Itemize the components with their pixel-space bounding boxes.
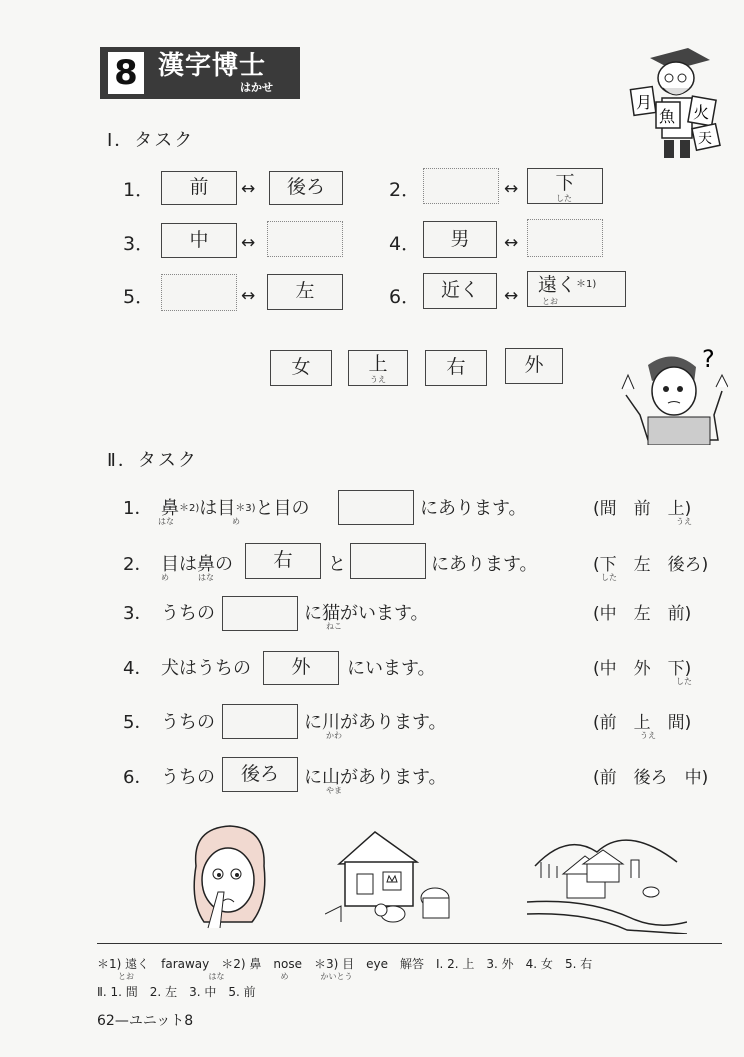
woman-face-illustration [182, 822, 274, 934]
task1-box-right-4[interactable] [527, 219, 603, 257]
svg-text:魚: 魚 [659, 107, 676, 126]
task2-num-2: 2． [123, 554, 153, 575]
ruby-ue: うえ [676, 517, 692, 526]
task2-num-6: 6． [123, 767, 153, 788]
choice-migi[interactable]: 右 [425, 350, 487, 386]
ruby-yama: やま [326, 786, 342, 795]
task2-1-options: (間 前 上) [593, 499, 692, 519]
task1-num-2: 2． [389, 179, 421, 201]
lesson-title: 漢字博士 [158, 51, 267, 81]
ruby-shita: した [676, 677, 692, 686]
ruby-too: とお [542, 297, 558, 306]
task1-box-left-1: 前 [161, 171, 237, 205]
task1-box-right-6: 遠く$^{*1)}$ [527, 271, 626, 307]
arrow-icon: ↔ [241, 233, 256, 253]
task2-answer-2a[interactable]: 右 [245, 543, 321, 579]
task1-num-1: 1． [123, 179, 155, 201]
footnote-line1-ruby: とお はな め かいとう [118, 972, 353, 981]
task2-2-and: と [328, 554, 346, 575]
confused-man-illustration [618, 345, 728, 445]
footnote-divider [97, 943, 722, 944]
task2-num-4: 4． [123, 658, 153, 679]
ruby-me: め [232, 517, 240, 526]
ruby-ue: うえ [370, 375, 386, 384]
choice-onna[interactable]: 女 [270, 350, 332, 386]
task2-1-pre: 鼻$^{*2)}$は目$^{*3)}$と目の [161, 498, 310, 519]
task2-5-options: (前 上 間) [593, 713, 692, 733]
arrow-icon: ↔ [241, 179, 256, 199]
task2-4-pre: 犬はうちの [161, 658, 251, 679]
task2-4-options: (中 外 下) [593, 659, 692, 679]
svg-text:月: 月 [636, 93, 653, 112]
arrow-icon: ↔ [504, 179, 519, 199]
lesson-title-ruby: はかせ [240, 81, 273, 94]
task1-box-left-4: 男 [423, 221, 497, 258]
ruby-ue: うえ [640, 731, 656, 740]
task2-6-pre: うちの [161, 767, 215, 788]
footnote-line2: Ⅱ. 1. 間 2. 左 3. 中 5. 前 [97, 985, 256, 999]
task1-box-left-6: 近く [423, 273, 497, 309]
mountain-river-house-illustration [527, 822, 687, 934]
task1-box-left-3: 中 [161, 223, 237, 258]
task2-5-pre: うちの [161, 712, 215, 733]
task2-3-options: (中 左 前) [593, 604, 692, 624]
professor-illustration [628, 40, 728, 165]
choice-ue[interactable]: 上 [348, 350, 408, 386]
task1-heading: Ⅰ．タスク [107, 130, 195, 151]
ruby-hana: はな [158, 517, 174, 526]
house-cat-dog-illustration [325, 826, 463, 926]
ruby-hana: はな [198, 573, 214, 582]
task2-answer-6[interactable]: 後ろ [222, 757, 298, 792]
task2-num-1: 1． [123, 498, 153, 519]
task2-answer-3[interactable] [222, 596, 298, 631]
arrow-icon: ↔ [241, 286, 256, 306]
task1-box-right-5: 左 [267, 274, 343, 310]
ruby-shita: した [556, 194, 572, 203]
task2-6-post: に山があります。 [304, 767, 447, 788]
task2-5-post: に川があります。 [304, 712, 447, 733]
lesson-number: 8 [108, 52, 144, 94]
task2-6-options: (前 後ろ 中) [593, 768, 709, 788]
ruby-shita: した [601, 573, 617, 582]
task2-num-5: 5． [123, 712, 153, 733]
ruby-kawa: かわ [326, 731, 342, 740]
task2-answer-1[interactable] [338, 490, 414, 525]
task2-2-post: にあります。 [431, 554, 538, 575]
task2-num-3: 3． [123, 603, 153, 624]
arrow-icon: ↔ [504, 286, 519, 306]
task2-2-options: (下 左 後ろ) [593, 555, 709, 575]
task1-box-left-5[interactable] [161, 274, 237, 311]
task1-box-left-2[interactable] [423, 168, 499, 204]
svg-text:火: 火 [693, 103, 710, 122]
task1-box-right-2: 下 [527, 168, 603, 204]
task2-heading: Ⅱ．タスク [107, 450, 198, 471]
task1-num-5: 5． [123, 286, 155, 308]
arrow-icon: ↔ [504, 233, 519, 253]
task2-4-post: にいます。 [347, 658, 436, 679]
ruby-neko: ねこ [326, 622, 342, 631]
task2-answer-4[interactable]: 外 [263, 651, 339, 685]
choice-soto[interactable]: 外 [505, 348, 563, 384]
task2-answer-5[interactable] [222, 704, 298, 739]
task2-1-post: にあります。 [420, 498, 527, 519]
task1-box-right-1: 後ろ [269, 171, 343, 205]
footnote-line1: ＊1) 遠く faraway ＊2) 鼻 nose ＊3) 目 eye 解答 Ⅰ. 2. 上 3. 外 4. 女 5. 右 [97, 957, 593, 971]
svg-text:天: 天 [698, 131, 712, 147]
task1-box-right-3[interactable] [267, 221, 343, 257]
task1-num-6: 6． [389, 286, 421, 308]
ruby-me: め [161, 573, 169, 582]
page-label: 62—ユニット8 [97, 1013, 194, 1029]
task2-3-pre: うちの [161, 603, 215, 624]
task1-num-4: 4． [389, 233, 421, 255]
task2-2-pre: 目は鼻の [161, 554, 233, 575]
task1-num-3: 3． [123, 233, 155, 255]
svg-text:?: ? [702, 345, 715, 373]
task2-3-post: に猫がいます。 [304, 603, 429, 624]
task2-answer-2b[interactable] [350, 543, 426, 579]
